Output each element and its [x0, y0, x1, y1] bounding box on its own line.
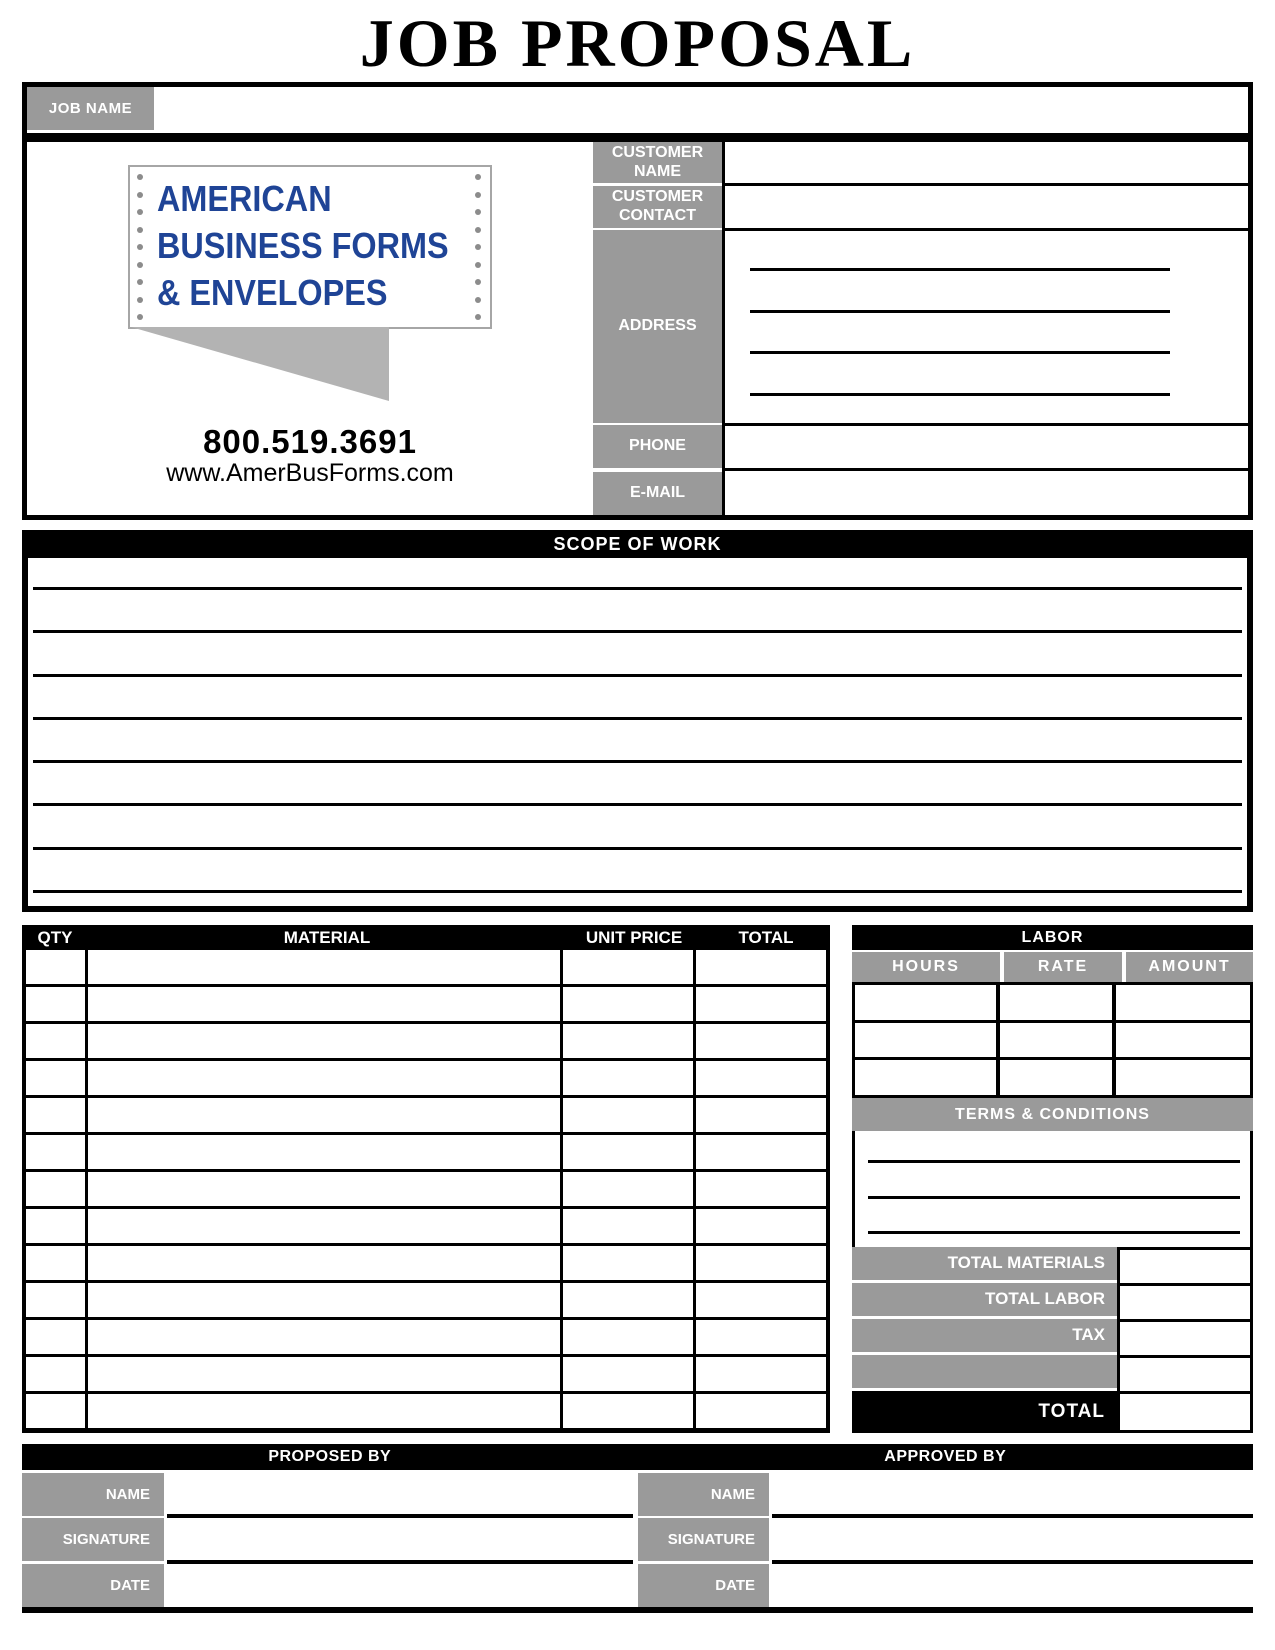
approved-signature-label: SIGNATURE [638, 1518, 769, 1561]
qty-cell[interactable] [26, 1357, 88, 1391]
customer-contact-label: CUSTOMER CONTACT [593, 186, 722, 228]
material-cell[interactable] [88, 1283, 563, 1317]
rate-cell[interactable] [1000, 1023, 1116, 1058]
write-line [750, 310, 1170, 313]
unit-price-cell[interactable] [563, 1394, 696, 1428]
material-cell[interactable] [88, 1172, 563, 1206]
perforation-dot-icon [475, 227, 481, 233]
total-cell[interactable] [696, 1357, 826, 1391]
total-column-header: TOTAL [738, 927, 794, 947]
proposed-by-header: PROPOSED BY [268, 1448, 392, 1465]
amount-cell[interactable] [1116, 1060, 1250, 1095]
total-cell[interactable] [696, 987, 826, 1021]
unit-price-cell[interactable] [563, 1283, 696, 1317]
materials-row [26, 1098, 826, 1135]
material-cell[interactable] [88, 1135, 563, 1169]
approved-name-field[interactable] [772, 1473, 1253, 1516]
rate-cell[interactable] [1000, 985, 1116, 1020]
write-line [33, 630, 1242, 633]
unit-price-cell[interactable] [563, 1024, 696, 1058]
qty-cell[interactable] [26, 987, 88, 1021]
hours-cell[interactable] [855, 985, 1000, 1020]
material-cell[interactable] [88, 950, 563, 984]
proposed-signature-field[interactable] [167, 1518, 633, 1561]
materials-row [26, 1320, 826, 1357]
materials-table [22, 925, 830, 1433]
materials-header-row [22, 925, 830, 950]
perforation-dot-icon [475, 297, 481, 303]
qty-cell[interactable] [26, 1061, 88, 1095]
approved-date-label: DATE [638, 1564, 769, 1607]
hours-cell[interactable] [855, 1023, 1000, 1058]
approved-signature-field[interactable] [772, 1518, 1253, 1561]
total-cell[interactable] [696, 950, 826, 984]
terms-lines [868, 1160, 1240, 1234]
signoff-header-bar [22, 1444, 1253, 1470]
write-line [750, 351, 1170, 354]
materials-row [26, 987, 826, 1024]
grand-total-label: TOTAL [852, 1391, 1117, 1433]
material-cell[interactable] [88, 1024, 563, 1058]
qty-cell[interactable] [26, 1098, 88, 1132]
proposed-date-field[interactable] [167, 1564, 633, 1607]
approved-date-field[interactable] [772, 1564, 1253, 1607]
proposed-signature-label: SIGNATURE [22, 1518, 164, 1561]
unit-price-cell[interactable] [563, 1246, 696, 1280]
address-label: ADDRESS [593, 230, 722, 423]
unit-price-cell[interactable] [563, 1357, 696, 1391]
perforation-dots-right-icon [475, 174, 483, 320]
company-name-line3: & ENVELOPES [157, 272, 388, 313]
material-column-header: MATERIAL [283, 927, 371, 947]
proposed-name-label: NAME [22, 1473, 164, 1516]
write-line [868, 1231, 1240, 1234]
total-cell[interactable] [696, 1024, 826, 1058]
unit-price-cell[interactable] [563, 1135, 696, 1169]
material-cell[interactable] [88, 1246, 563, 1280]
scope-of-work-field[interactable] [22, 558, 1253, 912]
tax-field[interactable] [1120, 1322, 1250, 1355]
approved-by-header: APPROVED BY [884, 1448, 1007, 1465]
total-materials-field[interactable] [1120, 1250, 1250, 1283]
unit-price-column-header: UNIT PRICE [585, 927, 683, 947]
material-cell[interactable] [88, 1209, 563, 1243]
materials-row [26, 1061, 826, 1098]
perforation-dot-icon [475, 209, 481, 215]
qty-cell[interactable] [26, 1024, 88, 1058]
customer-name-label: CUSTOMER NAME [593, 142, 722, 183]
terms-conditions-field[interactable] [852, 1131, 1253, 1247]
other-total-field[interactable] [1120, 1358, 1250, 1391]
materials-row [26, 1283, 826, 1320]
write-line [33, 587, 1242, 590]
labor-row [855, 985, 1250, 1023]
write-line [33, 803, 1242, 806]
company-customer-box [22, 137, 1253, 520]
rate-column-header: RATE [1004, 952, 1122, 982]
amount-cell[interactable] [1116, 1023, 1250, 1058]
page-title: JOB PROPOSAL [359, 5, 916, 81]
unit-price-cell[interactable] [563, 1061, 696, 1095]
unit-price-cell[interactable] [563, 1172, 696, 1206]
hours-cell[interactable] [855, 1060, 1000, 1095]
material-cell[interactable] [88, 987, 563, 1021]
write-line [33, 717, 1242, 720]
terms-conditions-header: TERMS & CONDITIONS [852, 1098, 1253, 1131]
company-website: www.AmerBusForms.com [166, 459, 454, 487]
proposed-date-label: DATE [22, 1564, 164, 1607]
totals-fields-column [1117, 1247, 1253, 1433]
perforation-dot-icon [137, 244, 143, 250]
perforation-dot-icon [475, 279, 481, 285]
perforation-dots-left-icon [137, 174, 145, 320]
unit-price-cell[interactable] [563, 987, 696, 1021]
materials-row [26, 1246, 826, 1283]
email-field[interactable] [725, 471, 1248, 515]
blank-total-label [852, 1355, 1117, 1388]
perforation-dot-icon [475, 244, 481, 250]
qty-cell[interactable] [26, 1283, 88, 1317]
qty-cell[interactable] [26, 950, 88, 984]
qty-cell[interactable] [26, 1135, 88, 1169]
customer-name-field[interactable] [725, 142, 1248, 183]
material-cell[interactable] [88, 1357, 563, 1391]
perforation-dot-icon [137, 262, 143, 268]
perforation-dot-icon [137, 174, 143, 180]
unit-price-cell[interactable] [563, 950, 696, 984]
write-line [33, 890, 1242, 893]
unit-price-cell[interactable] [563, 1320, 696, 1354]
total-cell[interactable] [696, 1135, 826, 1169]
grand-total-field[interactable] [1120, 1394, 1250, 1430]
perforation-dot-icon [137, 314, 143, 320]
company-name-line1: AMERICAN [157, 178, 332, 219]
materials-row [26, 1394, 826, 1428]
rate-cell[interactable] [1000, 1060, 1116, 1095]
perforation-dot-icon [137, 192, 143, 198]
address-lines [750, 268, 1170, 396]
company-logo [128, 165, 492, 329]
total-cell[interactable] [696, 1320, 826, 1354]
write-line [868, 1160, 1240, 1163]
company-phone: 800.519.3691 [203, 423, 417, 460]
perforation-dot-icon [475, 314, 481, 320]
materials-rows [22, 950, 830, 1433]
materials-row [26, 1209, 826, 1246]
email-label: E-MAIL [593, 472, 722, 515]
amount-cell[interactable] [1116, 985, 1250, 1020]
job-name-box [22, 82, 1253, 138]
write-line [750, 393, 1170, 396]
perforation-dot-icon [137, 297, 143, 303]
labor-header: LABOR [852, 925, 1253, 950]
unit-price-cell[interactable] [563, 1209, 696, 1243]
phone-label: PHONE [593, 425, 722, 468]
material-cell[interactable] [88, 1098, 563, 1132]
qty-cell[interactable] [26, 1394, 88, 1428]
write-line [33, 674, 1242, 677]
total-labor-label: TOTAL LABOR [852, 1283, 1117, 1316]
total-cell[interactable] [696, 1098, 826, 1132]
qty-cell[interactable] [26, 1320, 88, 1354]
job-name-label: JOB NAME [27, 87, 154, 130]
labor-row [855, 1060, 1250, 1095]
total-cell[interactable] [696, 1209, 826, 1243]
unit-price-cell[interactable] [563, 1098, 696, 1132]
perforation-dot-icon [475, 262, 481, 268]
qty-cell[interactable] [26, 1246, 88, 1280]
qty-cell[interactable] [26, 1209, 88, 1243]
materials-row [26, 1357, 826, 1394]
material-cell[interactable] [88, 1320, 563, 1354]
approved-name-label: NAME [638, 1473, 769, 1516]
hours-column-header: HOURS [852, 952, 1000, 982]
material-cell[interactable] [88, 1394, 563, 1428]
proposed-name-field[interactable] [167, 1473, 633, 1516]
bottom-border [22, 1607, 1253, 1613]
materials-row [26, 950, 826, 987]
scope-of-work-header: SCOPE OF WORK [22, 530, 1253, 558]
perforation-dot-icon [137, 227, 143, 233]
materials-row [26, 1135, 826, 1172]
write-line [750, 268, 1170, 271]
labor-row [855, 1023, 1250, 1061]
logo-shadow-shape [131, 327, 389, 401]
phone-field[interactable] [725, 426, 1248, 468]
qty-cell[interactable] [26, 1172, 88, 1206]
scope-lines [33, 587, 1242, 893]
materials-row [26, 1024, 826, 1061]
total-labor-field[interactable] [1120, 1286, 1250, 1319]
total-cell[interactable] [696, 1394, 826, 1428]
write-line [868, 1196, 1240, 1199]
total-materials-label: TOTAL MATERIALS [852, 1247, 1117, 1280]
total-cell[interactable] [696, 1246, 826, 1280]
perforation-dot-icon [475, 192, 481, 198]
total-cell[interactable] [696, 1283, 826, 1317]
amount-column-header: AMOUNT [1126, 952, 1253, 982]
total-cell[interactable] [696, 1061, 826, 1095]
customer-contact-field[interactable] [725, 186, 1248, 228]
material-cell[interactable] [88, 1061, 563, 1095]
materials-row [26, 1172, 826, 1209]
company-name [157, 175, 449, 316]
tax-label: TAX [852, 1319, 1117, 1352]
write-line [33, 847, 1242, 850]
total-cell[interactable] [696, 1172, 826, 1206]
perforation-dot-icon [475, 174, 481, 180]
write-line [33, 760, 1242, 763]
job-name-field[interactable] [157, 87, 1248, 133]
labor-rows [852, 982, 1253, 1098]
qty-column-header: QTY [37, 927, 73, 947]
perforation-dot-icon [137, 209, 143, 215]
company-name-line2: BUSINESS FORMS [157, 225, 449, 266]
perforation-dot-icon [137, 279, 143, 285]
